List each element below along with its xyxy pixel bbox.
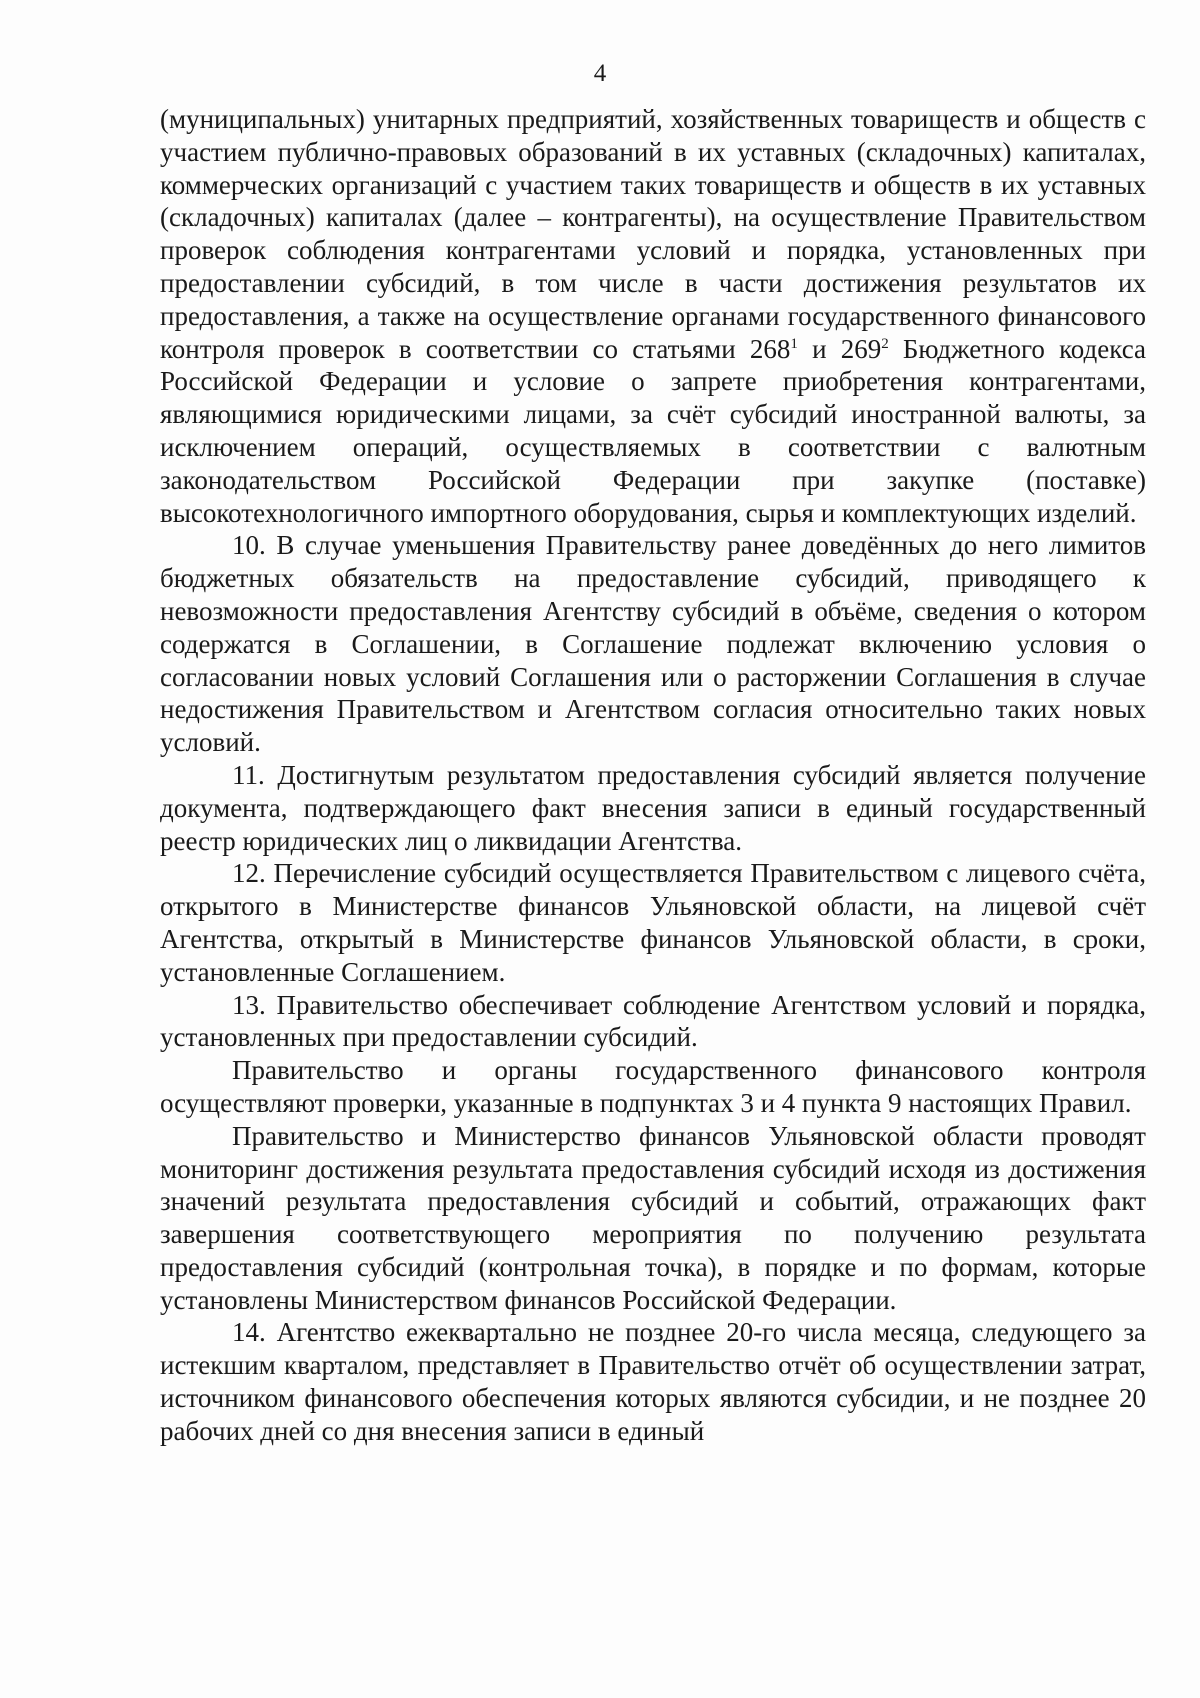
document-body [160, 103, 1146, 1448]
paragraph-13: 13. Правительство обеспечивает соблюдение Агентством условий и порядка, установленных при предоставлении субсидий. [160, 989, 1146, 1053]
paragraph-text: Бюджетного кодекса Российской Федерации и условие о запрете приобретения контрагентами, являющимися юридическими лицами, за счёт субсидий иностранной валюты, за исключением операций, осуществляемых в соответствии с валютным законодательством Российской Федерации при закупке (поставке) высокотехнологичного импортного оборудования, сырья и комплектующих изделий. [160, 333, 1146, 528]
paragraph-14: 14. Агентство ежеквартально не позднее 20-го числа месяца, следующего за истекшим кварталом, представляет в Правительство отчёт об осуществлении затрат, источником финансового обеспечения которых являются субсидии, и не позднее 20 рабочих дней со дня внесения записи в единый [160, 1317, 1146, 1446]
paragraph-continuation [160, 103, 1146, 529]
paragraph-10: 10. В случае уменьшения Правительству ранее доведённых до него лимитов бюджетных обязательств на предоставление субсидий, приводящего к невозможности предоставления Агентству субсидий в объёме, сведения о котором содержатся в Соглашении, в Соглашение подлежат включению условия о согласовании новых условий Соглашения или о расторжении Соглашения в случае недостижения Правительством и Агентством согласия относительно таких новых условий. [160, 530, 1146, 758]
superscript-2: 2 [881, 335, 889, 352]
page-number: 4 [593, 60, 607, 87]
paragraph-11: 11. Достигнутым результатом предоставления субсидий является получение документа, подтверждающего факт внесения записи в единый государственный реестр юридических лиц о ликвидации Агентства. [160, 759, 1146, 856]
paragraph-12: 12. Перечисление субсидий осуществляется Правительством с лицевого счёта, открытого в Министерстве финансов Ульяновской области, на лицевой счёт Агентства, открытый в Министерстве финансов Ульяновской области, в сроки, установленные Соглашением. [160, 858, 1146, 987]
paragraph-13-inspections: Правительство и органы государственного финансового контроля осуществляют проверки, указанные в подпунктах 3 и 4 пункта 9 настоящих Правил. [160, 1055, 1146, 1118]
superscript-1: 1 [790, 335, 798, 352]
paragraph-text: и 269 [797, 333, 882, 364]
paragraph-text: (муниципальных) унитарных предприятий, хозяйственных товариществ и обществ с участием публично-правовых образований в их уставных (складочных) капиталах, коммерческих организаций с участием таких товариществ и обществ в их уставных (складочных) капиталах (далее – контрагенты), на осуществление Правительством проверок соблюдения контрагентами условий и порядка, установленных при предоставлении субсидий, в том числе в части достижения результатов их предоставления, а также на осуществление органами государственного финансового контроля проверок в соответствии со статьями 268 [160, 104, 1146, 364]
paragraph-13-monitoring: Правительство и Министерство финансов Ульяновской области проводят мониторинг достижения результата предоставления субсидий исходя из достижения значений результата предоставления субсидий и событий, отражающих факт завершения соответствующего мероприятия по получению результата предоставления субсидий (контрольная точка), в порядке и по формам, которые установлены Министерством финансов Российской Федерации. [160, 1120, 1146, 1315]
